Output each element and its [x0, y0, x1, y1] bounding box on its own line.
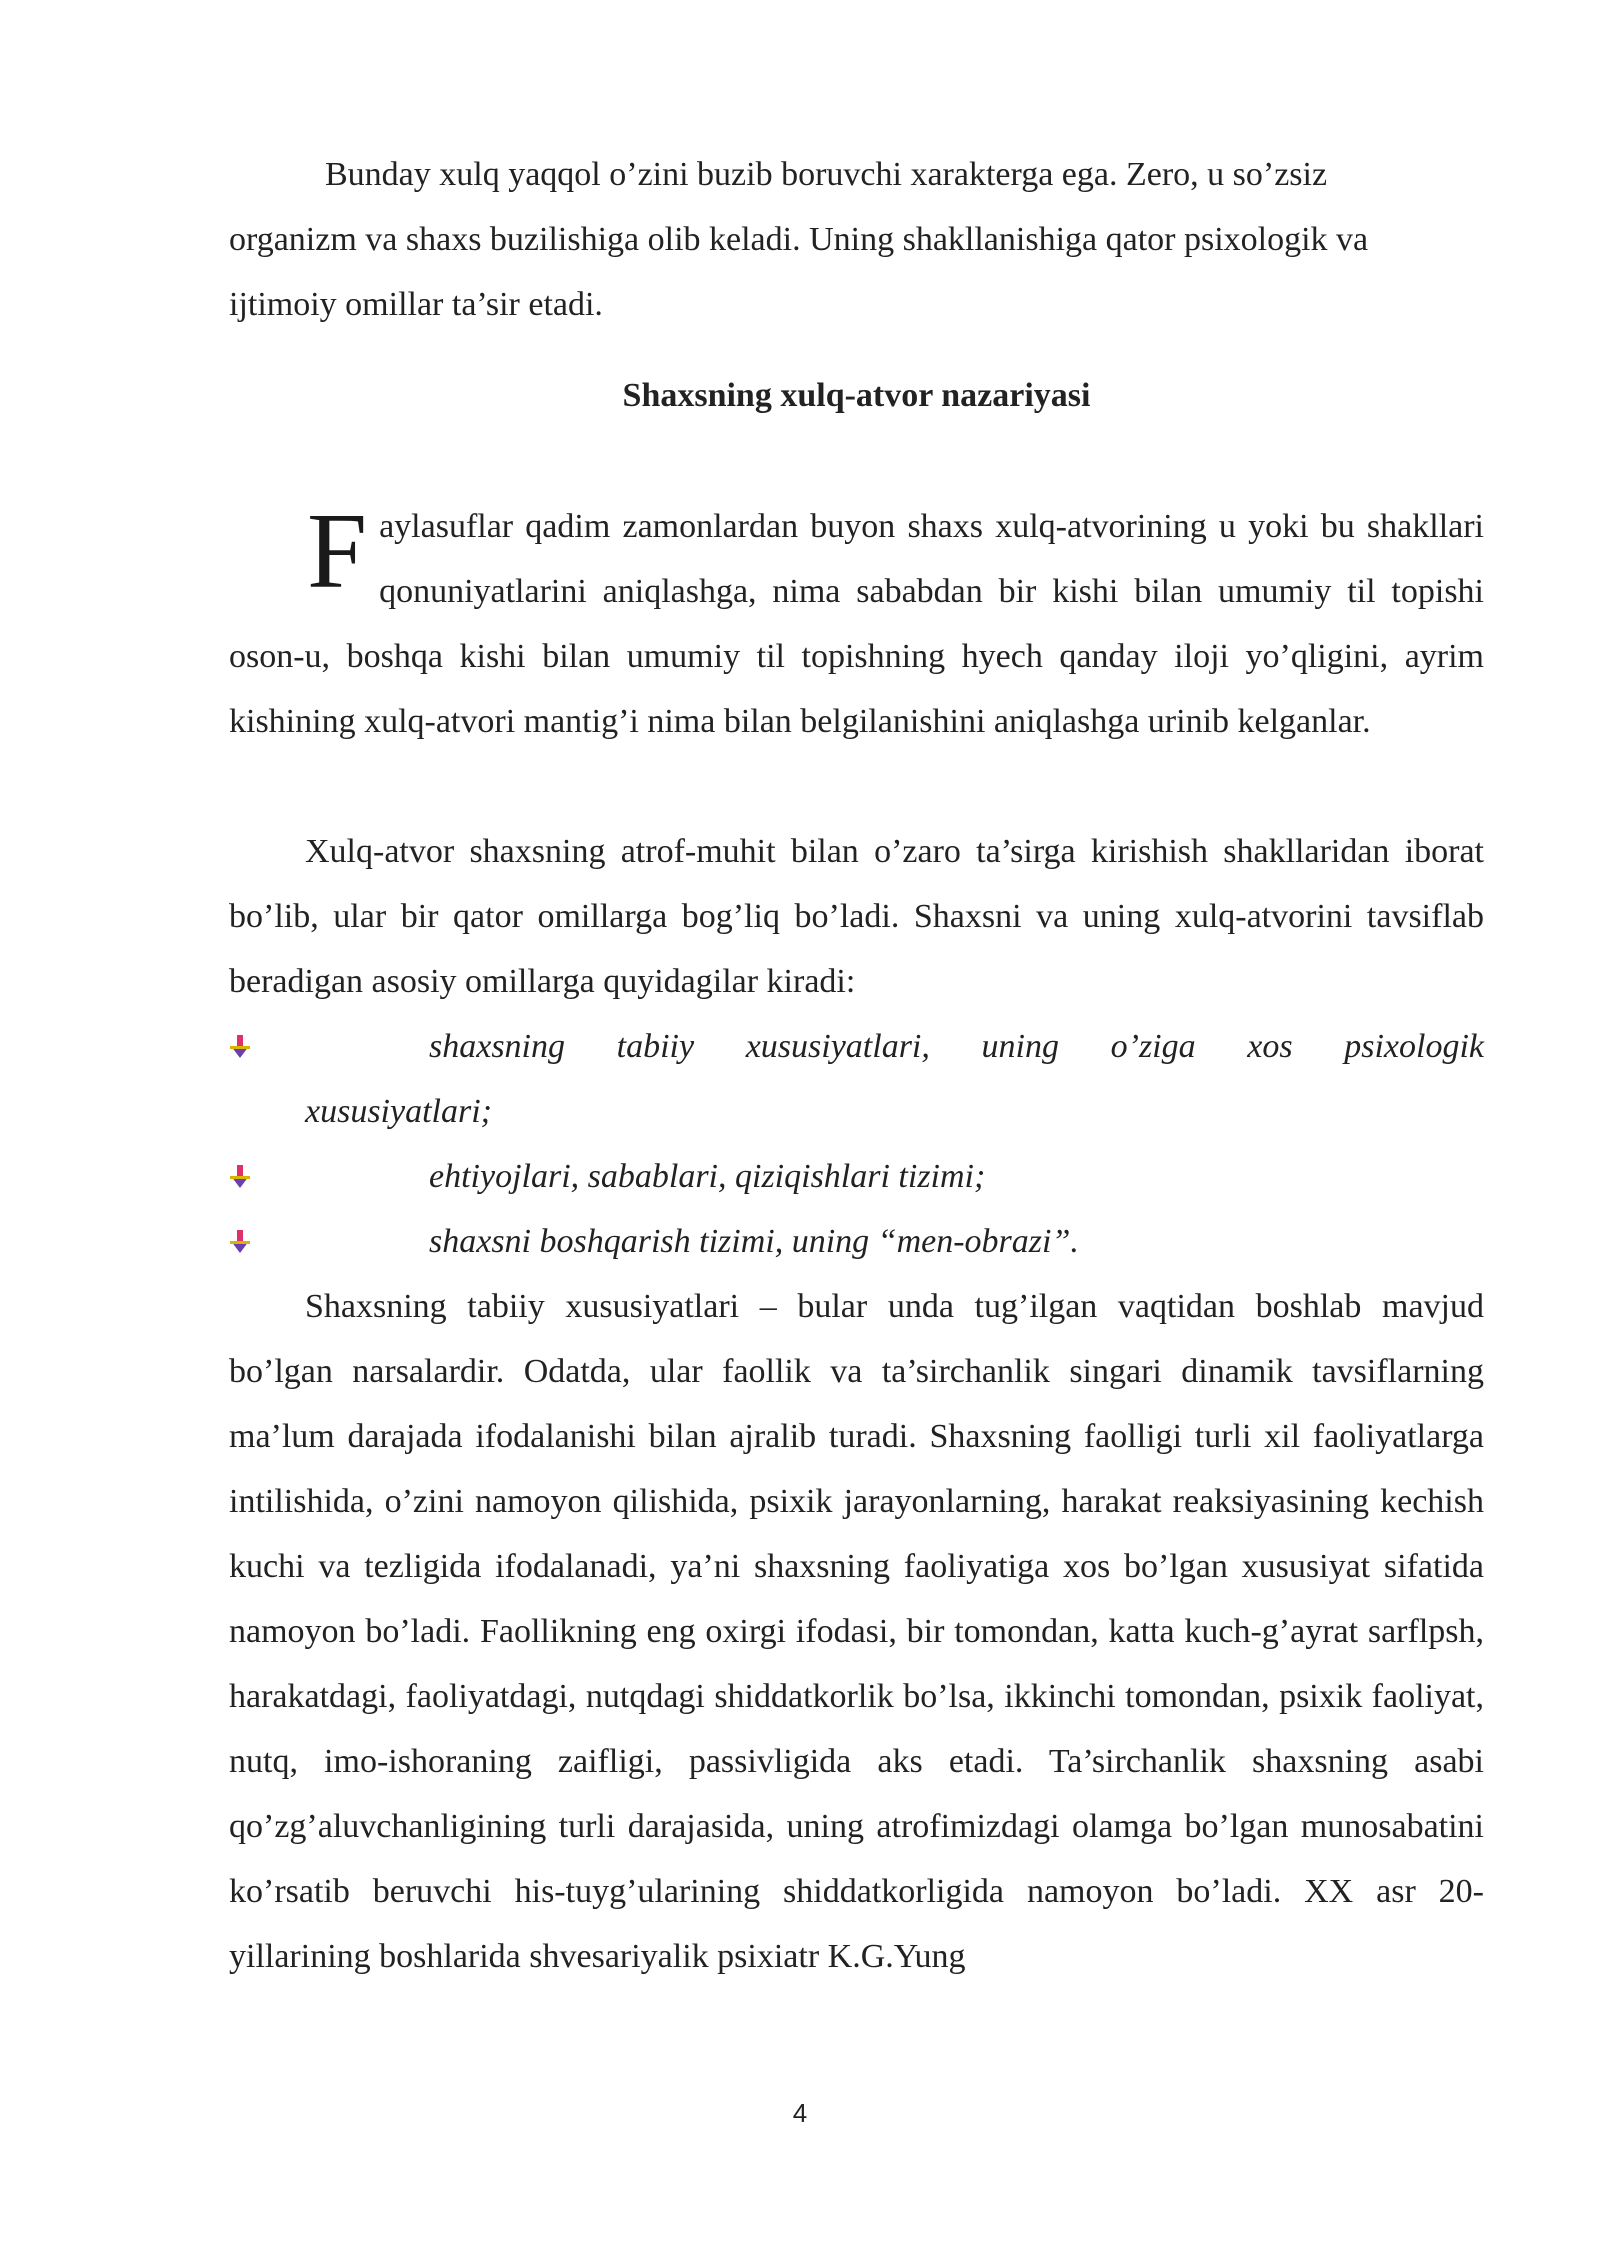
- section-heading: Shaxsning xulq-atvor nazariyasi: [622, 377, 1091, 414]
- page-number: 4: [792, 2098, 808, 2128]
- list-item-text: shaxsni boshqarish tizimi, uning “men-obrazi”.: [429, 1223, 1079, 1260]
- list-item-text: shaxsning tabiiy xususiyatlari, uning o’ziga xos psixologik: [429, 1028, 1484, 1065]
- list-item: [229, 1014, 1484, 1144]
- arrow-down-bullet-icon: [229, 1034, 251, 1060]
- paragraph-dropcap-text: aylasuflar qadim zamonlardan buyon shaxs xulq-atvorining u yoki bu shakllari qonuniyatlarini aniqlashga, nima sababdan bir kishi bilan umumiy til topishi oson-u, boshqa kishi bilan umumiy til topishning hyech qanday iloji yo’qligini, ayrim kishining xulq-atvori mantig’i nima bilan belgilanishini aniqlashga urinib kelganlar.: [229, 508, 1484, 740]
- drop-cap: F: [307, 492, 368, 611]
- paragraph-factors-intro: Xulq-atvor shaxsning atrof-muhit bilan o’zaro ta’sirga kirishish shakllaridan iborat bo’lib, ular bir qator omillarga bog’liq bo’ladi. Shaxsni va uning xulq-atvorini tavsiflab beradigan asosiy omillarga quyidagilar kiradi:: [229, 833, 1484, 1000]
- intro-paragraph: Bunday xulq yaqqol o’zini buzib boruvchi xarakterga ega. Zero, u so’zsiz organizm va shaxs buzilishiga olib keladi. Uning shakllanishiga qator psixologik va ijtimoiy omillar ta’sir etadi.: [229, 156, 1369, 323]
- arrow-down-bullet-icon: [229, 1229, 251, 1255]
- bullet-list: [229, 1014, 1484, 1274]
- paragraph-dropcap: [229, 494, 1484, 754]
- list-item-text: ehtiyojlari, sabablari, qiziqishlari tizimi;: [429, 1158, 986, 1195]
- paragraph-natural-traits: Shaxsning tabiiy xususiyatlari – bular unda tug’ilgan vaqtidan boshlab mavjud bo’lgan narsalardir. Odatda, ular faollik va ta’sirchanlik singari dinamik tavsiflarning ma’lum darajada ifodalanishi bilan ajralib turadi. Shaxsning faolligi turli xil faoliyatlarga intilishida, o’zini namoyon qilishida, psixik jarayonlarning, harakat reaksiyasining kechish kuchi va tezligida ifodalanadi, ya’ni shaxsning faoliyatiga xos bo’lgan xususiyat sifatida namoyon bo’ladi. Faollikning eng oxirgi ifodasi, bir tomondan, katta kuch-g’ayrat sarflpsh, harakatdagi, faoliyatdagi, nutqdagi shiddatkorlik bo’lsa, ikkinchi tomondan, psixik faoliyat, nutq, imo-ishoraning zaifligi, passivligida aks etadi. Ta’sirchanlik shaxsning asabi qo’zg’aluvchanligining turli darajasida, uning atrofimizdagi olamga bo’lgan munosabatini ko’rsatib beruvchi his-tuyg’ularining shiddatkorligida namoyon bo’ladi. XX asr 20-yillarining boshlarida shvesariyalik psixiatr K.G.Yung: [229, 1288, 1484, 1975]
- list-item: [229, 1209, 1484, 1274]
- arrow-down-bullet-icon: [229, 1164, 251, 1190]
- list-item-continuation: xususiyatlari;: [305, 1093, 492, 1130]
- list-item: [229, 1144, 1484, 1209]
